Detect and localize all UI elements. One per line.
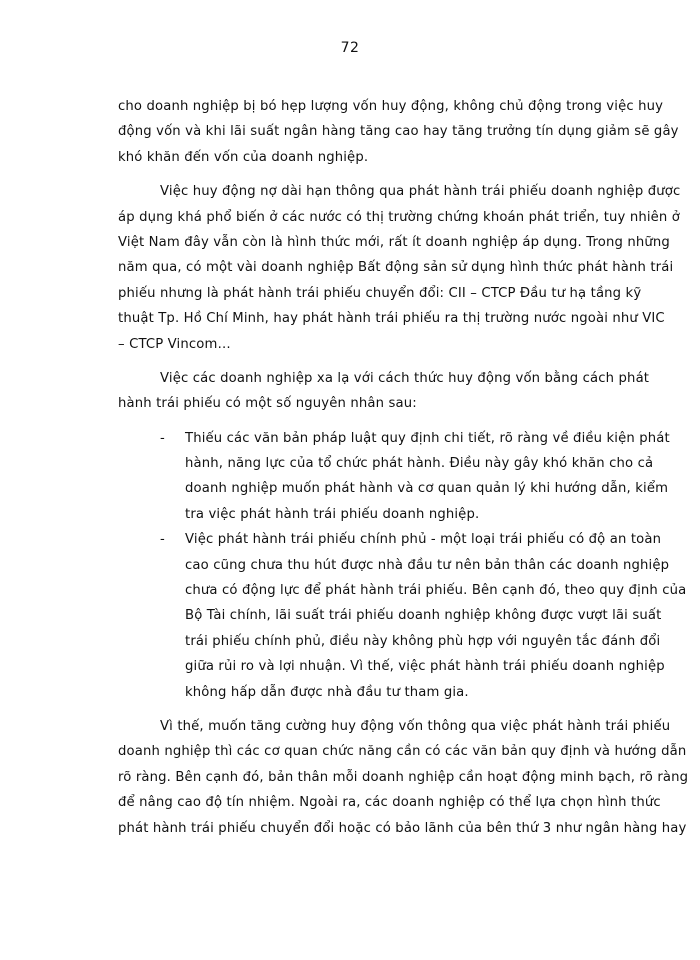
paragraph-continuation: [118, 94, 679, 170]
text-line: để nâng cao độ tín nhiệm. Ngoài ra, các doanh nghiệp có thể lựa chọn hình thức: [118, 795, 661, 811]
text-line: Việc huy động nợ dài hạn thông qua phát hành trái phiếu doanh nghiệp được: [160, 184, 681, 200]
text-line: Việc các doanh nghiệp xa lạ với cách thức huy động vốn bằng cách phát: [160, 370, 650, 386]
text-line: phát hành trái phiếu chuyển đổi hoặc có bảo lãnh của bên thứ 3 như ngân hàng hay: [118, 820, 687, 836]
text-line: động vốn và khi lãi suất ngân hàng tăng cao hay tăng trưởng tín dụng giảm sẽ gây: [118, 124, 679, 140]
text-line: Vì thế, muốn tăng cường huy động vốn thông qua việc phát hành trái phiếu: [160, 718, 671, 734]
text-line: hành trái phiếu có một số nguyên nhân sau:: [118, 396, 417, 412]
bullet-dash: -: [160, 532, 165, 548]
text-line: trái phiếu chính phủ, điều này không phù hợp với nguyên tắc đánh đổi: [185, 633, 661, 649]
page-number: 72: [340, 40, 360, 56]
text-line: năm qua, có một vài doanh nghiệp Bất động sản sử dụng hình thức phát hành trái: [118, 260, 674, 276]
text-line: không hấp dẫn được nhà đầu tư tham gia.: [185, 684, 469, 700]
paragraph-reasons-intro: [118, 366, 650, 417]
text-line: Bộ Tài chính, lãi suất trái phiếu doanh nghiệp không được vượt lãi suất: [185, 608, 662, 624]
text-line: Thiếu các văn bản pháp luật quy định chi tiết, rõ ràng về điều kiện phát: [185, 430, 670, 446]
text-line: hành, năng lực của tổ chức phát hành. Điều này gây khó khăn cho cả: [185, 456, 654, 472]
paragraph-bond-issuance: [118, 179, 681, 357]
text-line: – CTCP Vincom…: [118, 336, 231, 352]
text-line: cho doanh nghiệp bị bó hẹp lượng vốn huy động, không chủ động trong việc huy: [118, 99, 664, 114]
bullet-item: [118, 426, 670, 528]
text-line: khó khăn đến vốn của doanh nghiệp.: [118, 149, 369, 165]
bullet-item: [118, 527, 687, 705]
text-line: doanh nghiệp muốn phát hành và cơ quan quản lý khi hướng dẫn, kiểm: [185, 481, 669, 497]
text-line: phiếu nhưng là phát hành trái phiếu chuyển đổi: CII – CTCP Đầu tư hạ tầng kỹ: [118, 285, 642, 301]
text-line: thuật Tp. Hồ Chí Minh, hay phát hành trái phiếu ra thị trường nước ngoài như VIC: [118, 311, 665, 327]
paragraph-recommendations: [118, 714, 689, 841]
text-line: giữa rủi ro và lợi nhuận. Vì thế, việc phát hành trái phiếu doanh nghiệp: [185, 659, 665, 675]
body-text: [118, 94, 689, 841]
text-line: rõ ràng. Bên cạnh đó, bản thân mỗi doanh nghiệp cần hoạt động minh bạch, rõ ràng: [118, 769, 689, 785]
text-line: Việc phát hành trái phiếu chính phủ - một loại trái phiếu có độ an toàn: [185, 532, 662, 548]
bullet-dash: -: [160, 430, 165, 446]
text-line: cao cũng chưa thu hút được nhà đầu tư nên bản thân các doanh nghiệp: [185, 557, 670, 573]
text-line: chưa có động lực để phát hành trái phiếu. Bên cạnh đó, theo quy định của: [185, 583, 687, 599]
text-line: tra việc phát hành trái phiếu doanh nghiệp.: [185, 506, 480, 522]
text-line: áp dụng khá phổ biến ở các nước có thị trường chứng khoán phát triển, tuy nhiên ở: [118, 209, 680, 225]
text-line: Việt Nam đây vẫn còn là hình thức mới, rất ít doanh nghiệp áp dụng. Trong những: [118, 234, 670, 250]
text-line: doanh nghiệp thì các cơ quan chức năng cần có các văn bản quy định và hướng dẫn: [118, 744, 687, 760]
